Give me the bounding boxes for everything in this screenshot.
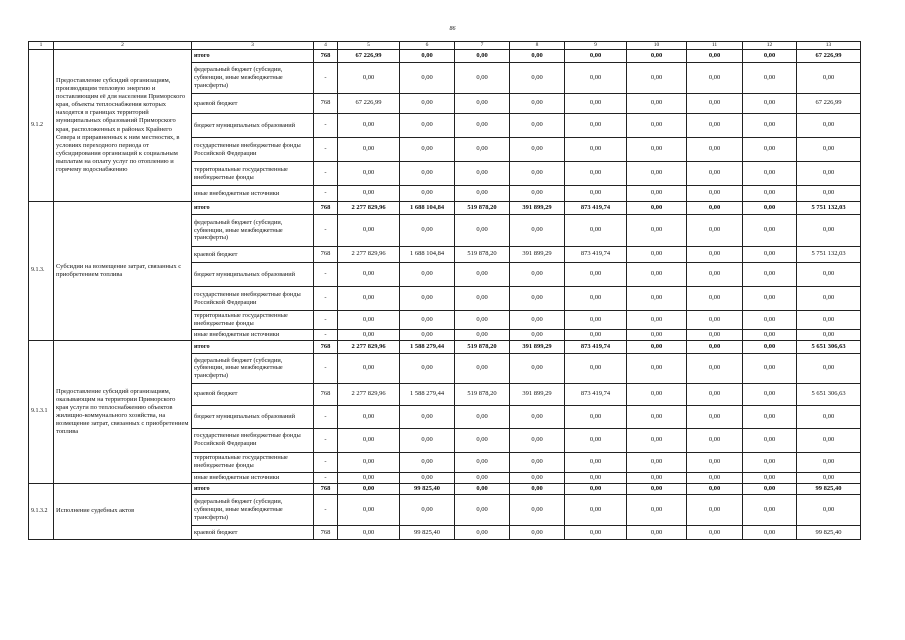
page-number: 86	[449, 26, 456, 32]
amount-cell: 0,00	[687, 526, 743, 540]
column-number-row	[29, 42, 861, 50]
amount-cell: 0,00	[743, 495, 797, 526]
budget-code: 768	[314, 50, 338, 63]
budget-code: 768	[314, 483, 338, 494]
amount-cell: 519 878,20	[455, 383, 510, 405]
amount-cell: 0,00	[455, 63, 510, 94]
funding-source: иные внебюджетные источники	[192, 472, 314, 483]
amount-cell: 0,00	[455, 353, 510, 383]
amount-cell: 1 688 104,84	[400, 202, 455, 215]
amount-cell: 0,00	[687, 353, 743, 383]
amount-cell: 0,00	[687, 138, 743, 162]
budget-code: -	[314, 186, 338, 202]
amount-cell: 0,00	[687, 94, 743, 114]
budget-code: 768	[314, 383, 338, 405]
amount-cell: 0,00	[687, 50, 743, 63]
budget-code: -	[314, 405, 338, 428]
amount-cell: 67 226,99	[338, 94, 400, 114]
amount-cell: 0,00	[510, 353, 565, 383]
amount-cell: 0,00	[510, 263, 565, 287]
column-number-6: 6	[400, 42, 455, 50]
amount-cell: 0,00	[510, 472, 565, 483]
amount-cell: 0,00	[743, 215, 797, 247]
amount-total: 0,00	[797, 114, 861, 138]
funding-source: государственные внебюджетные фонды Российской Федерации	[192, 428, 314, 452]
amount-cell: 0,00	[400, 186, 455, 202]
table-row	[29, 50, 861, 63]
amount-cell: 0,00	[510, 495, 565, 526]
amount-cell: 1 688 104,84	[400, 247, 455, 263]
amount-cell: 0,00	[455, 263, 510, 287]
section-name: Предоставление субсидий организациям, производящим тепловую энергию и поставляющим её для населения Приморского края, объекты теплоснабжения которых находятся в границах территорий муниципальных образований Приморского края, расположенных в районах Крайнего Севера и приравненных к ним местностях, в условиях переходного периода от субсидирования организаций к социальным выплатам на оплату услуг по отоплению и горячему водоснабжению	[54, 50, 192, 202]
amount-cell: 519 878,20	[455, 340, 510, 353]
amount-cell: 0,00	[743, 50, 797, 63]
amount-cell: 0,00	[510, 311, 565, 330]
amount-cell: 0,00	[687, 162, 743, 186]
column-number-10: 10	[627, 42, 687, 50]
amount-total: 99 825,40	[797, 526, 861, 540]
amount-cell: 0,00	[455, 452, 510, 472]
amount-cell: 0,00	[338, 138, 400, 162]
section-code: 9.1.3.1	[29, 340, 54, 483]
amount-cell: 0,00	[743, 114, 797, 138]
amount-cell: 0,00	[743, 202, 797, 215]
section-name: Субсидии на возмещение затрат, связанных с приобретением топлива	[54, 202, 192, 341]
amount-cell: 0,00	[627, 162, 687, 186]
amount-total: 0,00	[797, 186, 861, 202]
amount-cell: 0,00	[565, 63, 627, 94]
funding-source: федеральный бюджет (субсидии, субвенции, иные межбюджетные трансферты)	[192, 495, 314, 526]
budget-code: -	[314, 215, 338, 247]
funding-source: бюджет муниципальных образований	[192, 405, 314, 428]
amount-cell: 0,00	[627, 287, 687, 311]
amount-cell: 0,00	[338, 452, 400, 472]
amount-cell: 0,00	[687, 329, 743, 340]
amount-cell: 0,00	[338, 483, 400, 494]
amount-cell: 0,00	[338, 162, 400, 186]
amount-cell: 0,00	[455, 483, 510, 494]
amount-cell: 0,00	[510, 215, 565, 247]
amount-cell: 0,00	[455, 472, 510, 483]
column-number-8: 8	[510, 42, 565, 50]
amount-cell: 0,00	[400, 114, 455, 138]
amount-cell: 0,00	[627, 263, 687, 287]
section-name: Исполнение судебных актов	[54, 483, 192, 539]
column-number-4: 4	[314, 42, 338, 50]
funding-source: итого	[192, 483, 314, 494]
amount-cell: 0,00	[627, 472, 687, 483]
amount-cell: 0,00	[627, 405, 687, 428]
amount-cell: 0,00	[338, 405, 400, 428]
amount-cell: 0,00	[687, 186, 743, 202]
funding-source: территориальные государственные внебюджетные фонды	[192, 162, 314, 186]
amount-cell: 99 825,40	[400, 483, 455, 494]
amount-cell: 0,00	[565, 452, 627, 472]
amount-cell: 0,00	[743, 340, 797, 353]
amount-cell: 0,00	[510, 329, 565, 340]
funding-source: итого	[192, 202, 314, 215]
amount-total: 67 226,99	[797, 50, 861, 63]
budget-code: -	[314, 287, 338, 311]
funding-source: бюджет муниципальных образований	[192, 114, 314, 138]
amount-cell: 0,00	[455, 50, 510, 63]
amount-cell: 0,00	[565, 263, 627, 287]
amount-cell: 0,00	[400, 138, 455, 162]
table-row	[29, 202, 861, 215]
amount-cell: 0,00	[565, 405, 627, 428]
amount-cell: 0,00	[455, 495, 510, 526]
amount-cell: 0,00	[338, 63, 400, 94]
amount-cell: 0,00	[687, 263, 743, 287]
amount-cell: 0,00	[400, 162, 455, 186]
amount-cell: 0,00	[627, 138, 687, 162]
amount-cell: 0,00	[400, 215, 455, 247]
amount-cell: 0,00	[627, 50, 687, 63]
amount-cell: 0,00	[743, 483, 797, 494]
amount-cell: 0,00	[743, 94, 797, 114]
budget-code: 768	[314, 340, 338, 353]
amount-cell: 0,00	[455, 138, 510, 162]
budget-code: -	[314, 495, 338, 526]
amount-cell: 0,00	[627, 383, 687, 405]
table-body	[29, 50, 861, 540]
amount-cell: 0,00	[743, 263, 797, 287]
amount-cell: 873 419,74	[565, 247, 627, 263]
column-number-2: 2	[54, 42, 192, 50]
budget-table	[28, 41, 861, 540]
amount-total: 5 751 132,03	[797, 202, 861, 215]
amount-cell: 0,00	[510, 162, 565, 186]
amount-total: 0,00	[797, 452, 861, 472]
amount-cell: 519 878,20	[455, 247, 510, 263]
funding-source: федеральный бюджет (субсидии, субвенции, иные межбюджетные трансферты)	[192, 63, 314, 94]
funding-source: бюджет муниципальных образований	[192, 263, 314, 287]
funding-source: иные внебюджетные источники	[192, 329, 314, 340]
amount-cell: 0,00	[743, 138, 797, 162]
budget-code: 768	[314, 247, 338, 263]
amount-cell: 0,00	[400, 50, 455, 63]
funding-source: краевой бюджет	[192, 383, 314, 405]
amount-cell: 0,00	[687, 340, 743, 353]
amount-cell: 0,00	[565, 114, 627, 138]
amount-cell: 0,00	[565, 162, 627, 186]
amount-cell: 2 277 829,96	[338, 247, 400, 263]
amount-cell: 0,00	[565, 526, 627, 540]
amount-cell: 2 277 829,96	[338, 202, 400, 215]
amount-cell: 0,00	[510, 452, 565, 472]
amount-cell: 0,00	[338, 215, 400, 247]
section-code: 9.1.3.	[29, 202, 54, 341]
budget-code: -	[314, 138, 338, 162]
amount-cell: 0,00	[400, 472, 455, 483]
amount-cell: 0,00	[510, 63, 565, 94]
amount-total: 0,00	[797, 138, 861, 162]
amount-cell: 0,00	[455, 114, 510, 138]
amount-cell: 0,00	[627, 311, 687, 330]
amount-cell: 0,00	[687, 383, 743, 405]
amount-cell: 0,00	[338, 472, 400, 483]
amount-total: 5 651 306,63	[797, 340, 861, 353]
amount-cell: 0,00	[687, 215, 743, 247]
amount-cell: 0,00	[627, 483, 687, 494]
amount-cell: 0,00	[400, 495, 455, 526]
table-row	[29, 340, 861, 353]
budget-code: -	[314, 162, 338, 186]
column-number-5: 5	[338, 42, 400, 50]
amount-cell: 0,00	[510, 405, 565, 428]
budget-code: 768	[314, 202, 338, 215]
amount-cell: 0,00	[455, 162, 510, 186]
amount-cell: 0,00	[565, 215, 627, 247]
amount-cell: 0,00	[743, 63, 797, 94]
amount-cell: 0,00	[338, 263, 400, 287]
funding-source: федеральный бюджет (субсидии, субвенции, иные межбюджетные трансферты)	[192, 215, 314, 247]
amount-cell: 0,00	[510, 428, 565, 452]
amount-cell: 0,00	[510, 287, 565, 311]
amount-cell: 0,00	[627, 526, 687, 540]
amount-total: 0,00	[797, 263, 861, 287]
amount-cell: 0,00	[627, 452, 687, 472]
amount-cell: 0,00	[627, 428, 687, 452]
amount-cell: 0,00	[743, 428, 797, 452]
amount-cell: 0,00	[627, 94, 687, 114]
amount-cell: 0,00	[627, 114, 687, 138]
amount-cell: 0,00	[687, 311, 743, 330]
amount-total: 0,00	[797, 472, 861, 483]
amount-cell: 391 899,29	[510, 383, 565, 405]
amount-total: 0,00	[797, 162, 861, 186]
amount-cell: 0,00	[400, 311, 455, 330]
amount-cell: 0,00	[400, 263, 455, 287]
amount-cell: 391 899,29	[510, 202, 565, 215]
amount-cell: 0,00	[338, 428, 400, 452]
amount-cell: 391 899,29	[510, 247, 565, 263]
amount-cell: 0,00	[565, 186, 627, 202]
amount-cell: 0,00	[400, 405, 455, 428]
amount-cell: 0,00	[687, 452, 743, 472]
budget-code: -	[314, 329, 338, 340]
amount-total: 99 825,40	[797, 483, 861, 494]
amount-cell: 0,00	[455, 329, 510, 340]
amount-cell: 0,00	[510, 483, 565, 494]
amount-cell: 0,00	[743, 526, 797, 540]
amount-cell: 0,00	[743, 162, 797, 186]
amount-cell: 0,00	[510, 138, 565, 162]
budget-code: -	[314, 63, 338, 94]
amount-cell: 0,00	[400, 428, 455, 452]
budget-code: -	[314, 353, 338, 383]
amount-total: 0,00	[797, 495, 861, 526]
amount-cell: 0,00	[687, 114, 743, 138]
amount-cell: 2 277 829,96	[338, 383, 400, 405]
amount-cell: 0,00	[687, 202, 743, 215]
amount-cell: 0,00	[565, 329, 627, 340]
budget-code: -	[314, 452, 338, 472]
funding-source: краевой бюджет	[192, 94, 314, 114]
amount-cell: 1 588 279,44	[400, 383, 455, 405]
amount-cell: 0,00	[565, 472, 627, 483]
section-name: Предоставление субсидий организациям, оказывающим на территории Приморского края услуги по теплоснабжению объектов жилищно-коммунального хозяйства, на возмещение затрат, связанных с приобретением топлива	[54, 340, 192, 483]
funding-source: итого	[192, 50, 314, 63]
amount-cell: 0,00	[455, 526, 510, 540]
amount-cell: 0,00	[743, 452, 797, 472]
amount-total: 0,00	[797, 428, 861, 452]
column-number-11: 11	[687, 42, 743, 50]
amount-total: 0,00	[797, 353, 861, 383]
amount-cell: 0,00	[338, 186, 400, 202]
amount-cell: 0,00	[338, 526, 400, 540]
amount-cell: 0,00	[565, 428, 627, 452]
funding-source: краевой бюджет	[192, 526, 314, 540]
amount-cell: 873 419,74	[565, 202, 627, 215]
amount-cell: 0,00	[455, 215, 510, 247]
column-number-7: 7	[455, 42, 510, 50]
budget-code: -	[314, 311, 338, 330]
amount-total: 0,00	[797, 329, 861, 340]
amount-cell: 0,00	[400, 94, 455, 114]
column-number-3: 3	[192, 42, 314, 50]
amount-cell: 0,00	[565, 353, 627, 383]
amount-total: 0,00	[797, 311, 861, 330]
amount-cell: 0,00	[743, 247, 797, 263]
amount-total: 0,00	[797, 405, 861, 428]
amount-cell: 0,00	[627, 247, 687, 263]
column-number-1: 1	[29, 42, 54, 50]
amount-total: 5 751 132,03	[797, 247, 861, 263]
amount-cell: 0,00	[455, 311, 510, 330]
amount-cell: 0,00	[455, 405, 510, 428]
funding-source: краевой бюджет	[192, 247, 314, 263]
amount-cell: 0,00	[455, 94, 510, 114]
amount-cell: 873 419,74	[565, 383, 627, 405]
amount-cell: 67 226,99	[338, 50, 400, 63]
amount-cell: 0,00	[627, 340, 687, 353]
amount-cell: 0,00	[510, 50, 565, 63]
amount-cell: 0,00	[565, 287, 627, 311]
budget-code: 768	[314, 94, 338, 114]
amount-total: 67 226,99	[797, 94, 861, 114]
amount-cell: 0,00	[510, 114, 565, 138]
amount-cell: 0,00	[627, 215, 687, 247]
amount-cell: 519 878,20	[455, 202, 510, 215]
funding-source: территориальные государственные внебюджетные фонды	[192, 452, 314, 472]
amount-cell: 0,00	[455, 186, 510, 202]
amount-cell: 0,00	[743, 287, 797, 311]
amount-cell: 0,00	[510, 526, 565, 540]
amount-cell: 0,00	[743, 353, 797, 383]
amount-cell: 0,00	[627, 495, 687, 526]
amount-cell: 0,00	[455, 287, 510, 311]
amount-cell: 0,00	[743, 311, 797, 330]
amount-cell: 391 899,29	[510, 340, 565, 353]
amount-cell: 0,00	[565, 311, 627, 330]
amount-cell: 0,00	[400, 287, 455, 311]
amount-cell: 0,00	[338, 329, 400, 340]
amount-cell: 0,00	[565, 138, 627, 162]
amount-cell: 0,00	[565, 50, 627, 63]
amount-cell: 0,00	[400, 452, 455, 472]
table-row	[29, 483, 861, 494]
amount-cell: 0,00	[687, 287, 743, 311]
amount-cell: 0,00	[627, 202, 687, 215]
budget-code: -	[314, 472, 338, 483]
amount-cell: 0,00	[338, 287, 400, 311]
amount-cell: 2 277 829,96	[338, 340, 400, 353]
amount-cell: 0,00	[743, 472, 797, 483]
amount-cell: 0,00	[400, 353, 455, 383]
amount-cell: 0,00	[687, 483, 743, 494]
amount-cell: 0,00	[687, 428, 743, 452]
amount-cell: 0,00	[400, 63, 455, 94]
amount-cell: 1 588 279,44	[400, 340, 455, 353]
amount-cell: 0,00	[338, 495, 400, 526]
funding-source: территориальные государственные внебюджетные фонды	[192, 311, 314, 330]
budget-code: -	[314, 428, 338, 452]
amount-total: 0,00	[797, 287, 861, 311]
funding-source: итого	[192, 340, 314, 353]
amount-cell: 0,00	[338, 311, 400, 330]
amount-total: 0,00	[797, 63, 861, 94]
section-code: 9.1.2	[29, 50, 54, 202]
column-number-13: 13	[797, 42, 861, 50]
amount-cell: 0,00	[687, 495, 743, 526]
budget-code: -	[314, 114, 338, 138]
amount-cell: 0,00	[687, 247, 743, 263]
amount-cell: 0,00	[627, 329, 687, 340]
amount-cell: 99 825,40	[400, 526, 455, 540]
amount-cell: 0,00	[338, 114, 400, 138]
funding-source: федеральный бюджет (субсидии, субвенции, иные межбюджетные трансферты)	[192, 353, 314, 383]
amount-cell: 0,00	[510, 186, 565, 202]
amount-total: 5 651 306,63	[797, 383, 861, 405]
funding-source: государственные внебюджетные фонды Российской Федерации	[192, 287, 314, 311]
section-code: 9.1.3.2	[29, 483, 54, 539]
budget-code: -	[314, 263, 338, 287]
amount-cell: 0,00	[743, 405, 797, 428]
amount-cell: 0,00	[565, 94, 627, 114]
amount-cell: 0,00	[743, 383, 797, 405]
funding-source: государственные внебюджетные фонды Российской Федерации	[192, 138, 314, 162]
column-number-9: 9	[565, 42, 627, 50]
amount-cell: 0,00	[743, 186, 797, 202]
amount-cell: 0,00	[400, 329, 455, 340]
amount-cell: 0,00	[687, 63, 743, 94]
amount-cell: 0,00	[627, 353, 687, 383]
amount-cell: 0,00	[627, 63, 687, 94]
amount-cell: 873 419,74	[565, 340, 627, 353]
funding-source: иные внебюджетные источники	[192, 186, 314, 202]
amount-cell: 0,00	[687, 405, 743, 428]
amount-cell: 0,00	[687, 472, 743, 483]
amount-cell: 0,00	[565, 483, 627, 494]
budget-code: 768	[314, 526, 338, 540]
amount-cell: 0,00	[510, 94, 565, 114]
amount-total: 0,00	[797, 215, 861, 247]
column-number-12: 12	[743, 42, 797, 50]
amount-cell: 0,00	[627, 186, 687, 202]
amount-cell: 0,00	[338, 353, 400, 383]
amount-cell: 0,00	[565, 495, 627, 526]
amount-cell: 0,00	[743, 329, 797, 340]
amount-cell: 0,00	[455, 428, 510, 452]
